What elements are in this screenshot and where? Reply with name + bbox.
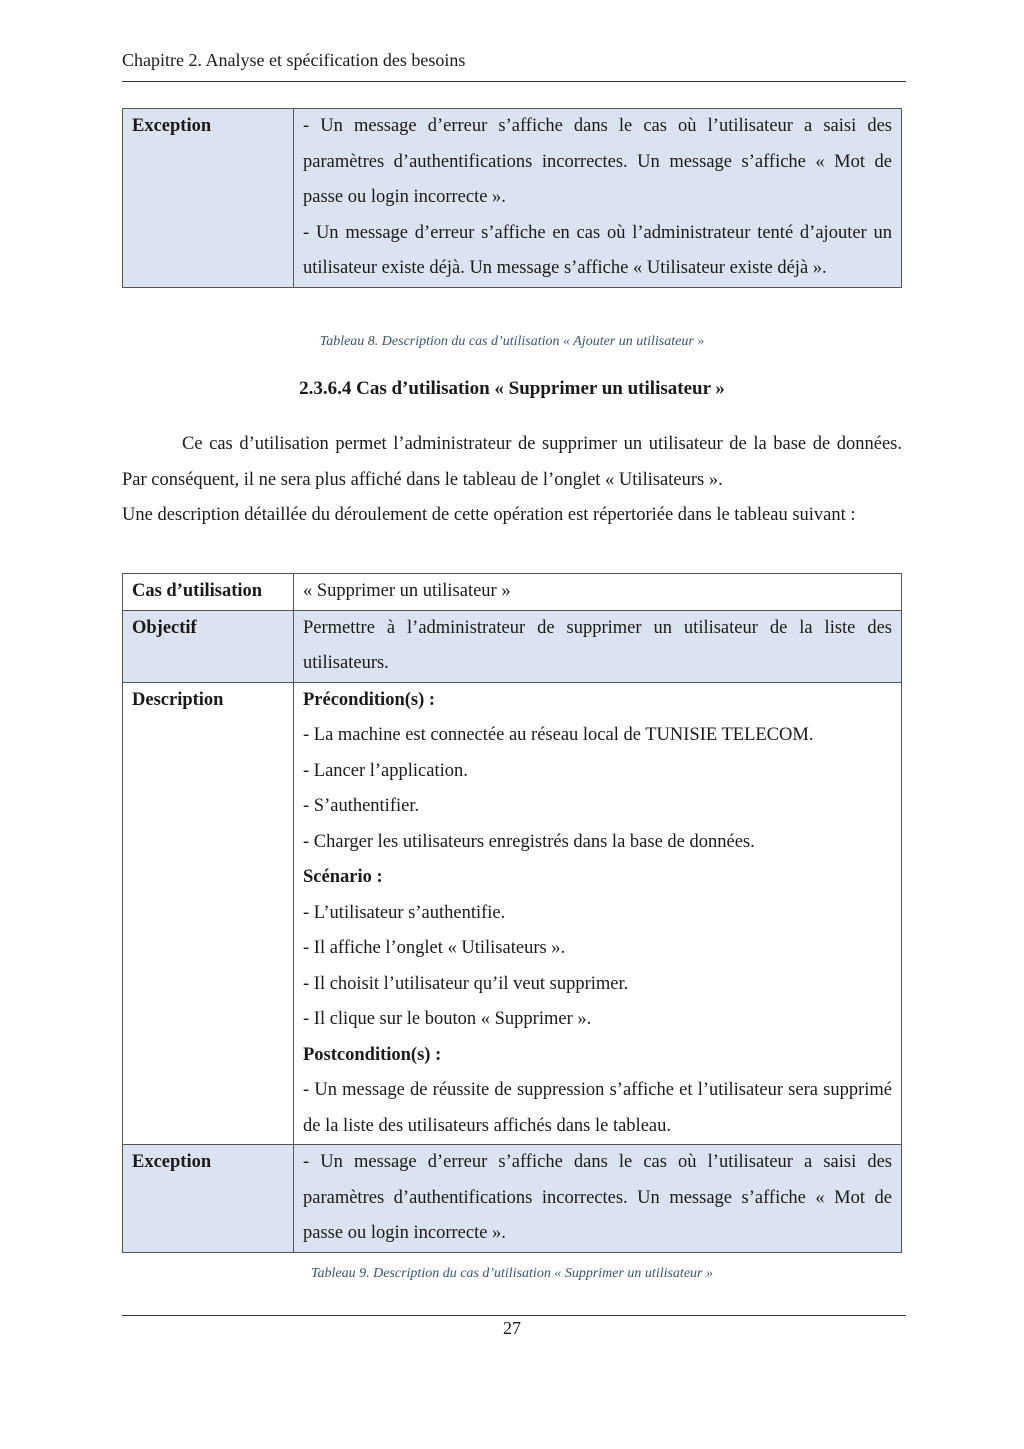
scenario-item: - Il affiche l’onglet « Utilisateurs ». — [303, 938, 566, 958]
postcondition-item: - Un message de réussite de suppression s’affiche et l’utilisateur sera supprimé de la liste des utilisateurs affichés dans le tableau. — [303, 1080, 892, 1136]
exception-line: - Un message d’erreur s’affiche en cas où l’administrateur tenté d’ajouter un utilisateur existe déjà. Un message s’affiche « Utilisateur existe déjà ». — [303, 222, 892, 278]
table-row-exception — [123, 1145, 902, 1253]
scenario-title: Scénario : — [303, 867, 383, 887]
postconditions-title: Postcondition(s) : — [303, 1044, 442, 1065]
objective-label: Objectif — [123, 610, 294, 682]
precondition-item: - Charger les utilisateurs enregistrés dans la base de données. — [303, 831, 755, 852]
scenario-item: - Il choisit l’utilisateur qu’il veut supprimer. — [303, 973, 629, 994]
intro-text-2: Une description détaillée du déroulement de cette opération est répertoriée dans le tableau suivant : — [122, 505, 856, 525]
objective-value: Permettre à l’administrateur de supprimer un utilisateur de la liste des utilisateurs. — [294, 610, 902, 682]
case-value: « Supprimer un utilisateur » — [294, 574, 902, 611]
exception-label: Exception — [123, 109, 294, 288]
precondition-item: - La machine est connectée au réseau local de TUNISIE TELECOM. — [303, 725, 814, 745]
scenario-item: - Il clique sur le bouton « Supprimer ». — [303, 1009, 592, 1029]
table-8-continuation — [122, 108, 902, 288]
intro-paragraph — [122, 427, 902, 534]
page-number: 27 — [503, 1318, 521, 1338]
table-row-objective — [123, 610, 902, 682]
exception-label: Exception — [123, 1145, 294, 1253]
table-8-caption: Tableau 8. Description du cas d’utilisation « Ajouter un utilisateur » — [319, 334, 705, 349]
precondition-item: - Lancer l’application. — [303, 760, 468, 781]
description-label: Description — [123, 682, 294, 1145]
intro-text-1: Ce cas d’utilisation permet l’administrateur de supprimer un utilisateur de la base de données. Par conséquent, il ne sera plus affiché dans le tableau de l’onglet « Utilisateurs ». — [122, 434, 902, 490]
page-header: Chapitre 2. Analyse et spécification des besoins — [122, 50, 466, 70]
section-title: 2.3.6.4 Cas d’utilisation « Supprimer un utilisateur » — [299, 378, 725, 399]
table-row-case — [123, 574, 902, 611]
description-value — [294, 682, 902, 1145]
exception-value: - Un message d’erreur s’affiche dans le cas où l’utilisateur a saisi des paramètres d’authentifications incorrectes. Un message s’affiche « Mot de passe ou login incorrecte ». — [294, 1145, 902, 1253]
precondition-item: - S’authentifier. — [303, 796, 420, 816]
exception-line: - Un message d’erreur s’affiche dans le cas où l’utilisateur a saisi des paramètres d’authentifications incorrectes. Un message s’affiche « Mot de passe ou login incorrecte ». — [303, 116, 892, 207]
header-rule — [122, 81, 906, 82]
table-9-caption: Tableau 9. Description du cas d’utilisation « Supprimer un utilisateur » — [311, 1266, 713, 1281]
case-label: Cas d’utilisation — [123, 574, 294, 611]
scenario-item: - L’utilisateur s’authentifie. — [303, 902, 506, 923]
footer-rule — [122, 1315, 906, 1316]
table-row-exception — [123, 109, 902, 288]
table-row-description — [123, 682, 902, 1145]
preconditions-title: Précondition(s) : — [303, 689, 436, 710]
exception-value — [294, 109, 902, 288]
table-9 — [122, 573, 902, 1253]
